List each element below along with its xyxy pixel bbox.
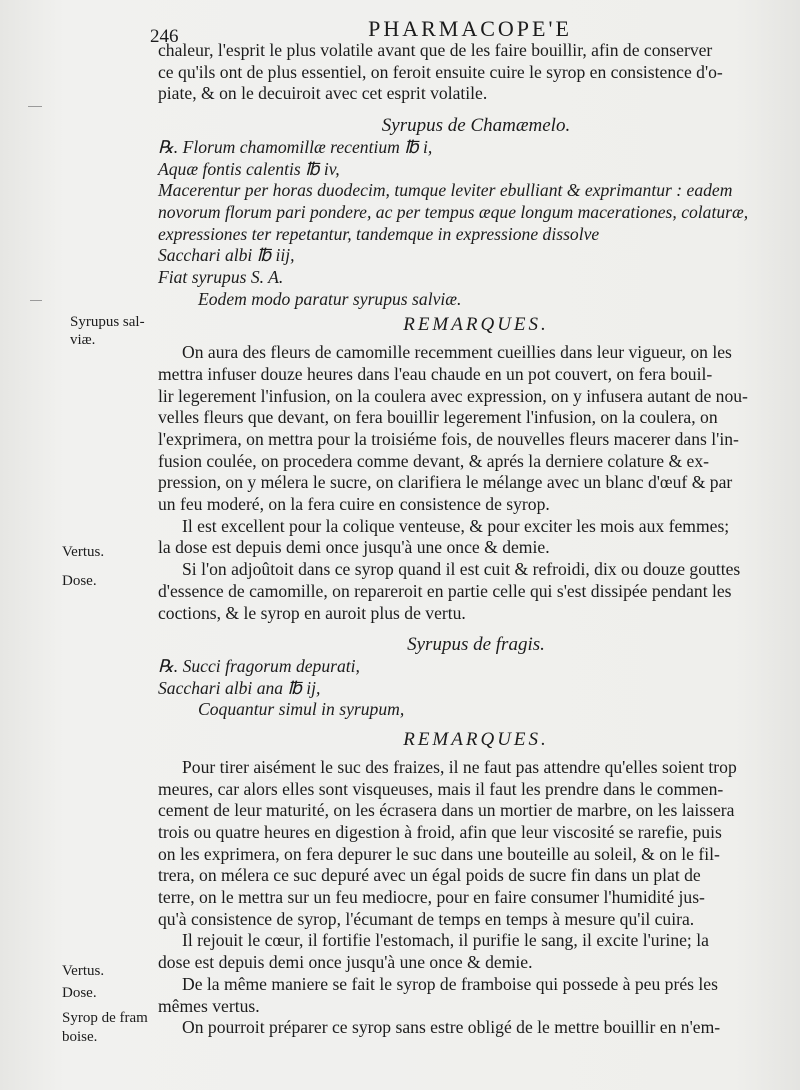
text-line: pression, on y mélera le sucre, on clarifiera le mélange avec un blanc d'œuf & par [158,472,733,493]
margin-note: Syrupus sal- [70,314,145,330]
text-line: On aura des fleurs de camomille recemment cueillies dans leur vigueur, on les [182,342,732,363]
text-line: velles fleurs que devant, on fera bouillir legerement l'infusion, on la coulera, on [158,407,718,428]
text-line: dose est depuis demi once jusqu'à une once & demie. [158,952,533,973]
text-line: l'exprimera, on mettra pour la troisiéme fois, de nouvelles fleurs macerer dans l'in- [158,428,739,449]
text-line: la dose est depuis demi once jusqu'à une once & demie. [158,537,550,558]
text-line: fusion coulée, on procedera comme devant, & aprés la derniere colature & ex- [158,450,710,471]
text-line: piate, & on le decuiroit avec cet esprit volatile. [158,83,488,104]
text-line: chaleur, l'esprit le plus volatile avant que de les faire bouillir, afin de conserver [158,40,713,60]
remarks-heading: REMARQUES. [403,729,549,751]
recipe-heading: Syrupus de fragis. [407,634,545,656]
text-line: ce qu'ils ont de plus essentiel, on feroit ensuite cuire le syrop en consistence d'o- [158,61,723,82]
text-line: Si l'on adjoûtoit dans ce syrop quand il est cuit & refroidi, dix ou douze gouttes [182,559,741,580]
margin-note: Dose. [62,573,97,589]
recipe-line: Fiat syrupus S. A. [158,267,284,288]
text-line: d'essence de camomille, on repareroit en partie celle qui s'est dissipée pendant les [158,580,732,601]
margin-note: Syrop de fram [62,1010,148,1026]
scan-mark [30,300,42,301]
text-line: trera, on mélera ce suc depuré avec un égal poids de sucre fin dans un plat de [158,865,701,886]
recipe-line: Eodem modo paratur syrupus salviæ. [198,288,462,309]
scan-mark [28,106,42,107]
recipe-line: ℞. Florum chamomillæ recentium ℔ i, [158,136,433,157]
margin-note: Dose. [62,985,97,1001]
text-line: mêmes vertus. [158,995,260,1016]
text-line: De la même maniere se fait le syrop de framboise qui possede à peu prés les [182,973,718,994]
recipe-heading: Syrupus de Chamæmelo. [381,115,571,137]
recipe-line: Sacchari albi ana ℔ ij, [158,677,321,698]
page-body [158,40,794,1039]
text-line: lir legerement l'infusion, on la coulera avec expression, on y infusera autant de nou- [158,385,748,406]
recipe-line: Sacchari albi ℔ iij, [158,245,295,266]
recipe-line: ℞. Succi fragorum depurati, [158,655,360,676]
text-line: coctions, & le syrop en auroit plus de vertu. [158,602,466,623]
recipe-line: Macerentur per horas duodecim, tumque leviter ebulliant & exprimantur : eadem [158,180,733,201]
remarks-heading: REMARQUES. [403,314,549,336]
text-line: terre, on le mettra sur un feu mediocre, pour en faire consumer l'humidité jus- [158,887,705,908]
text-line: cement de leur maturité, on les écrasera dans un mortier de marbre, on les laissera [158,800,735,821]
text-line: on les exprimera, on fera depurer le suc dans une bouteille au soleil, & on le fil- [158,843,720,864]
text-line: un feu moderé, on la fera cuire en consistence de syrop. [158,494,550,515]
recipe-line: Aquæ fontis calentis ℔ iv, [158,158,340,179]
text-line: Pour tirer aisément le suc des fraizes, il ne faut pas attendre qu'elles soient trop [182,756,737,777]
text-line: qu'à consistence de syrop, l'écumant de temps en temps à mesure qu'il cuira. [158,908,695,929]
margin-note: Vertus. [62,963,105,979]
recipe-line: novorum florum pari pondere, ac per tempus æque longum macerationes, colaturæ, [158,201,749,222]
running-title: PHARMACOPE'E [368,16,572,41]
margin-note: viæ. [70,332,96,348]
text-line: trois ou quatre heures en digestion à froid, afin que leur viscosité se rarefie, puis [158,821,722,842]
page-number: 246 [150,26,179,47]
text-line: On pourroit préparer ce syrop sans estre obligé de le mettre bouillir en n'em- [182,1017,721,1038]
recipe-line: Coquantur simul in syrupum, [198,699,405,720]
recipe-line: expressiones ter repetantur, tandemque in expressione dissolve [158,223,600,244]
margin-note: Vertus. [62,544,105,560]
margin-note: boise. [62,1029,98,1045]
text-line: Il est excellent pour la colique venteuse, & pour exciter les mois aux femmes; [182,515,730,536]
text-line: meures, car alors elles sont visqueuses, mais il faut les prendre dans le commen- [158,778,724,799]
text-line: Il rejouit le cœur, il fortifie l'estomach, il purifie le sang, il excite l'urine; la [182,930,709,951]
text-line: mettra infuser douze heures dans l'eau chaude en un pot couvert, on fera bouil- [158,363,713,384]
